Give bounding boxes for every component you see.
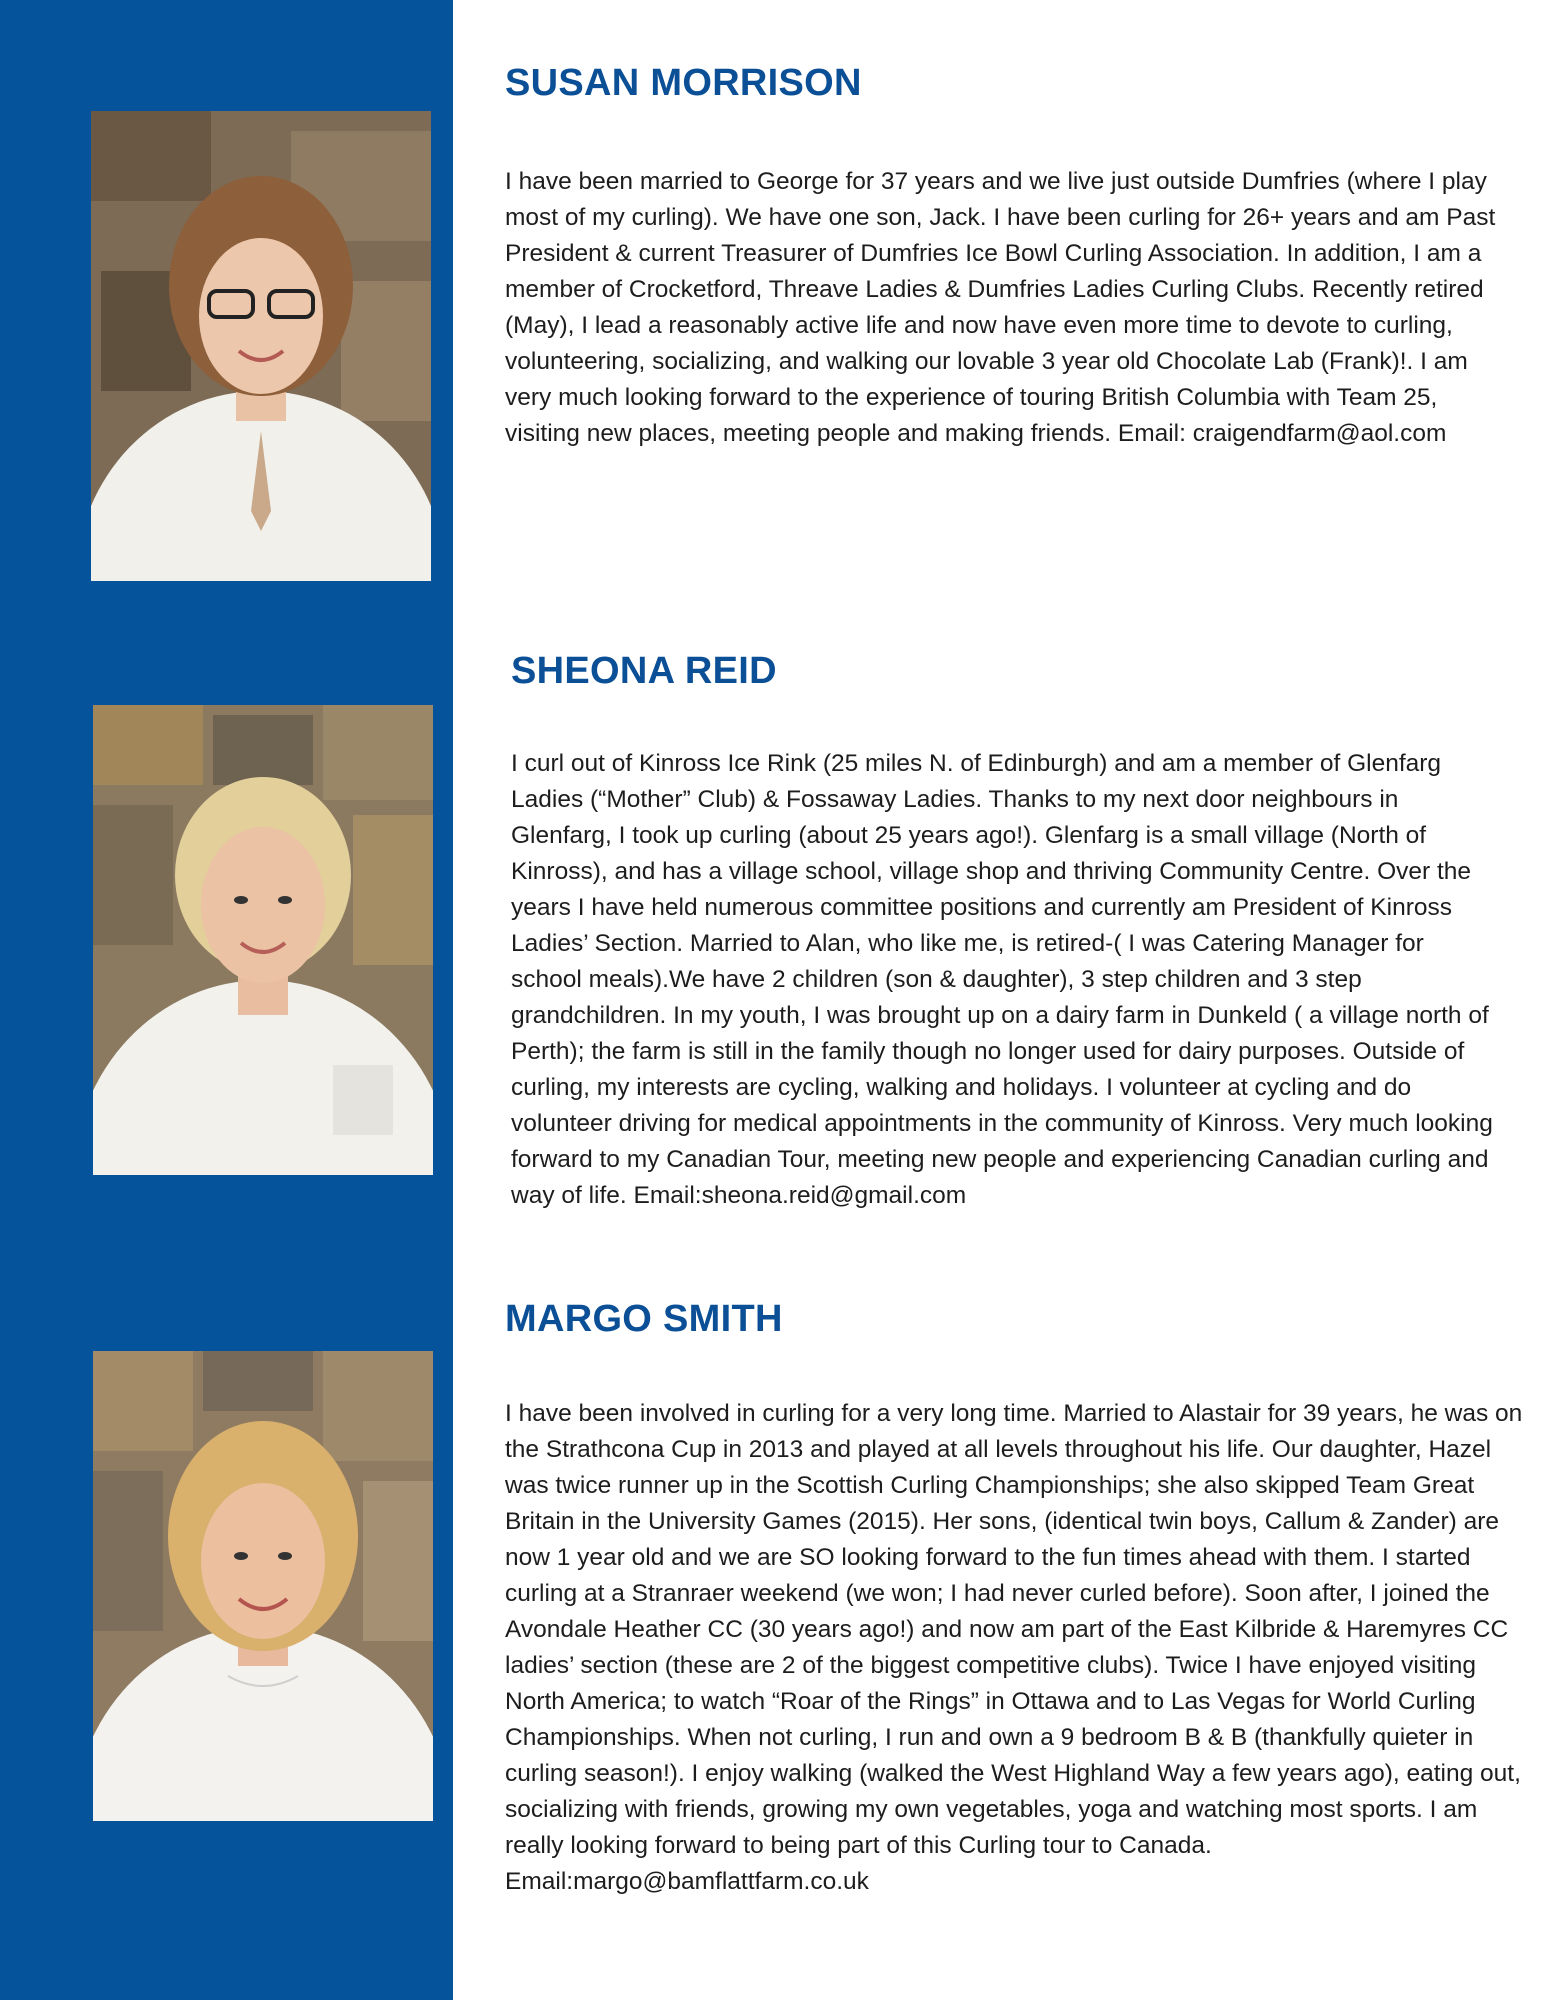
profile-name-susan-morrison: SUSAN MORRISON bbox=[505, 62, 862, 104]
profile-name-sheona-reid: SHEONA REID bbox=[511, 650, 777, 692]
profile-name-margo-smith: MARGO SMITH bbox=[505, 1298, 783, 1340]
profile-bio-sheona-reid: I curl out of Kinross Ice Rink (25 miles N. of Edinburgh) and am a member of Glenfarg Ladies (“Mother” Club) & Fossaway Ladies. Thanks to my next door neighbours in Glenfarg, I took up curling (about 25 years ago!). Glenfarg is a small village (North of Kinross), and has a village school, village shop and thriving Community Centre. Over the years I have held numerous committee positions and currently am President of Kinross Ladies’ Section. Married to Alan, who like me, is retired-( I was Catering Manager for school meals).We have 2 children (son & daughter), 3 step children and 3 step grandchildren. In my youth, I was brought up on a dairy farm in Dunkeld ( a village north of Perth); the farm is still in the family though no longer used for dairy purposes. Outside of curling, my interests are cycling, walking and holidays. I volunteer at cycling and do volunteer driving for medical appointments in the community of Kinross. Very much looking forward to my Canadian Tour, meeting new people and experiencing Canadian curling and way of life. Email:sheona.reid@gmail.com bbox=[511, 750, 1493, 1209]
portrait-photo-sheona-reid bbox=[93, 705, 433, 1175]
portrait-photo-susan-morrison bbox=[91, 111, 431, 581]
profile-bio-margo-smith: I have been involved in curling for a very long time. Married to Alastair for 39 years, he was on the Strathcona Cup in 2013 and played at all levels throughout his life. Our daughter, Hazel was twice runner up in the Scottish Curling Championships; she also skipped Team Great Britain in the University Games (2015). Her sons, (identical twin boys, Callum & Zander) are now 1 year old and we are SO looking forward to the fun times ahead with them. I started curling at a Stranraer weekend (we won; I had never curled before). Soon after, I joined the Avondale Heather CC (30 years ago!) and now am part of the East Kilbride & Haremyres CC ladies’ section (these are 2 of the biggest competitive clubs). Twice I have enjoyed visiting North America; to watch “Roar of the Rings” in Ottawa and to Las Vegas for World Curling Championships. When not curling, I run and own a 9 bedroom B & B (thankfully quieter in curling season!). I enjoy walking (walked the West Highland Way a few years ago), eating out, socializing with friends, growing my own vegetables, yoga and watching most sports. I am really looking forward to being part of this Curling tour to Canada. Email:margo@bamflattfarm.co.uk bbox=[505, 1400, 1523, 1895]
profile-bio-susan-morrison: I have been married to George for 37 years and we live just outside Dumfries (where I play most of my curling). We have one son, Jack. I have been curling for 26+ years and am Past President & current Treasurer of Dumfries Ice Bowl Curling Association. In addition, I am a member of Crocketford, Threave Ladies & Dumfries Ladies Curling Clubs. Recently retired (May), I lead a reasonably active life and now have even more time to devote to curling, volunteering, socializing, and walking our lovable 3 year old Chocolate Lab (Frank)!. I am very much looking forward to the experience of touring British Columbia with Team 25, visiting new places, meeting people and making friends. Email: craigendfarm@aol.com bbox=[505, 168, 1496, 447]
portrait-photo-margo-smith bbox=[93, 1351, 433, 1821]
